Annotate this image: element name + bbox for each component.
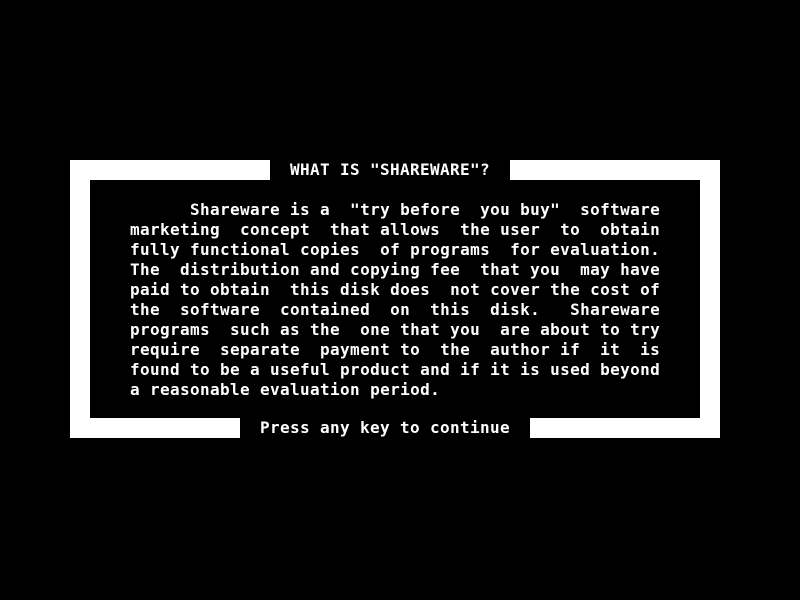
dialog-text-line: require separate payment to the author if it is: [130, 340, 661, 359]
dialog-text-line: programs such as the one that you are about to try: [130, 320, 661, 339]
dialog-text-line: Shareware is a "try before you buy" software: [130, 200, 661, 219]
dialog-text-line: marketing concept that allows the user to obtain: [130, 220, 661, 239]
dialog-text-line: a reasonable evaluation period.: [130, 380, 441, 399]
dialog-text-line: the software contained on this disk. Shareware: [130, 300, 661, 319]
dialog-body-text: [130, 200, 660, 400]
dialog-text-line: fully functional copies of programs for evaluation.: [130, 240, 661, 259]
dialog-text-line: The distribution and copying fee that you may have: [130, 260, 661, 279]
dialog-text-line: found to be a useful product and if it is used beyond: [130, 360, 661, 379]
dialog-text-line: paid to obtain this disk does not cover the cost of: [130, 280, 661, 299]
press-any-key-prompt[interactable]: Press any key to continue: [240, 418, 530, 438]
dialog-title: WHAT IS "SHAREWARE"?: [270, 160, 510, 180]
